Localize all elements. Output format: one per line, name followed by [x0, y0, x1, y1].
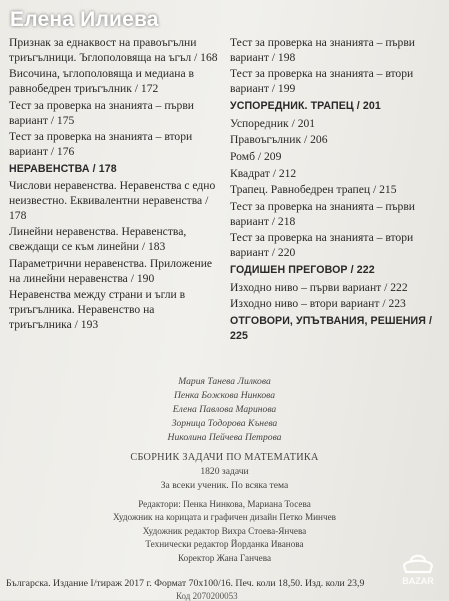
toc-entry: Числови неравенства. Неравенства с едно неизвестно. Еквивалентни неравенства / 178: [9, 179, 216, 222]
author-name: Зорница Тодорова Кънева: [171, 418, 278, 429]
toc-entry: Линейни неравенства. Неравенства, свеждащи се към линейни / 183: [9, 225, 187, 254]
seller-name-overlay: Елена Илиева: [10, 8, 159, 31]
book-tagline: За всеки ученик. По всяка тема: [160, 480, 289, 491]
author-name: Елена Павлова Маринова: [172, 404, 277, 415]
toc-section-heading: ОТГОВОРИ, УПЪТВАНИЯ, РЕШЕНИЯ / 225: [230, 314, 433, 342]
toc-entry: Правоъгълник / 206: [230, 133, 328, 147]
toc-left-column: [9, 36, 219, 334]
author-name: Мария Танева Лилкова: [178, 376, 271, 387]
author-name: Пенка Божкова Нинкова: [173, 390, 276, 401]
toc-entry: Тест за проверка на знанията – втори вариант / 176: [9, 130, 193, 158]
toc-right-column: [230, 36, 440, 346]
credit-line: Коректор Жана Ганчева: [177, 552, 272, 563]
book-title: СБОРНИК ЗАДАЧИ ПО МАТЕМАТИКА: [130, 452, 319, 463]
toc-section-heading: НЕРАВЕНСТВА / 178: [9, 162, 117, 175]
credit-line: Художник редактор Вихра Стоева-Янчева: [142, 525, 307, 536]
toc-entry: Параметрични неравенства. Приложение на линейни неравенства / 190: [9, 256, 213, 285]
credit-line: Технически редактор Йорданка Иванова: [145, 539, 304, 550]
toc-entry: Квадрат / 212: [230, 166, 297, 180]
toc-entry: Тест за проверка на знанията – първи вариант / 198: [230, 36, 416, 64]
imprint-block: [0, 375, 449, 565]
toc-section-heading: ГОДИШЕН ПРЕГОВОР / 222: [230, 263, 375, 276]
toc-entry: Тест за проверка на знанията – първи вариант / 218: [230, 200, 416, 228]
toc-entry: Изходно ниво – втори вариант / 223: [230, 297, 406, 311]
print-info: Българска. Издание I/тираж 2017 г. Формат 70x100/16. Печ. коли 18,50. Изд. коли 23,9: [6, 578, 365, 589]
author-name: Николина Пейчева Петрова: [167, 432, 282, 443]
toc-entry: Трапец. Равнобедрен трапец / 215: [230, 183, 397, 197]
credit-line: Редактори: Пенка Нинкова, Мариана Тосева: [138, 499, 311, 509]
toc-entry: Тест за проверка на знанията – първи вариант / 175: [9, 98, 195, 127]
toc-entry: Ромб / 209: [230, 149, 282, 163]
credit-line: Художник на корицата и графичен дизайн Петко Минчев: [113, 512, 336, 523]
svg-text:BAZAR: BAZAR: [402, 576, 434, 586]
toc-entry: Тест за проверка на знанията – втори вариант / 220: [230, 231, 414, 260]
author-list: [0, 375, 449, 445]
toc-entry: Височина, ъглополовяща и медиана в равнобедрен триъгълник / 172: [9, 67, 194, 96]
toc-section-heading: УСПОРЕДНИК. ТРАПЕЦ / 201: [230, 99, 381, 112]
toc-entry: Признак за еднаквост на правоъгълни триъгълници. Ъглополовяща на ъгъл / 168: [9, 36, 218, 64]
toc-entry: Тест за проверка на знанията – втори вариант / 199: [230, 67, 414, 96]
toc-entry: Изходно ниво – първи вариант / 222: [230, 280, 408, 294]
print-code: Код 2070200053: [176, 591, 238, 601]
bazar-logo-icon: [395, 550, 441, 588]
book-subtitle: 1820 задачи: [200, 466, 249, 477]
credit-list: [0, 498, 449, 565]
toc-entry: Успоредник / 201: [230, 116, 316, 130]
toc-entry: Неравенства между страни и ъгли в триъгълника. Неравенство на триъгълника / 193: [9, 288, 186, 331]
